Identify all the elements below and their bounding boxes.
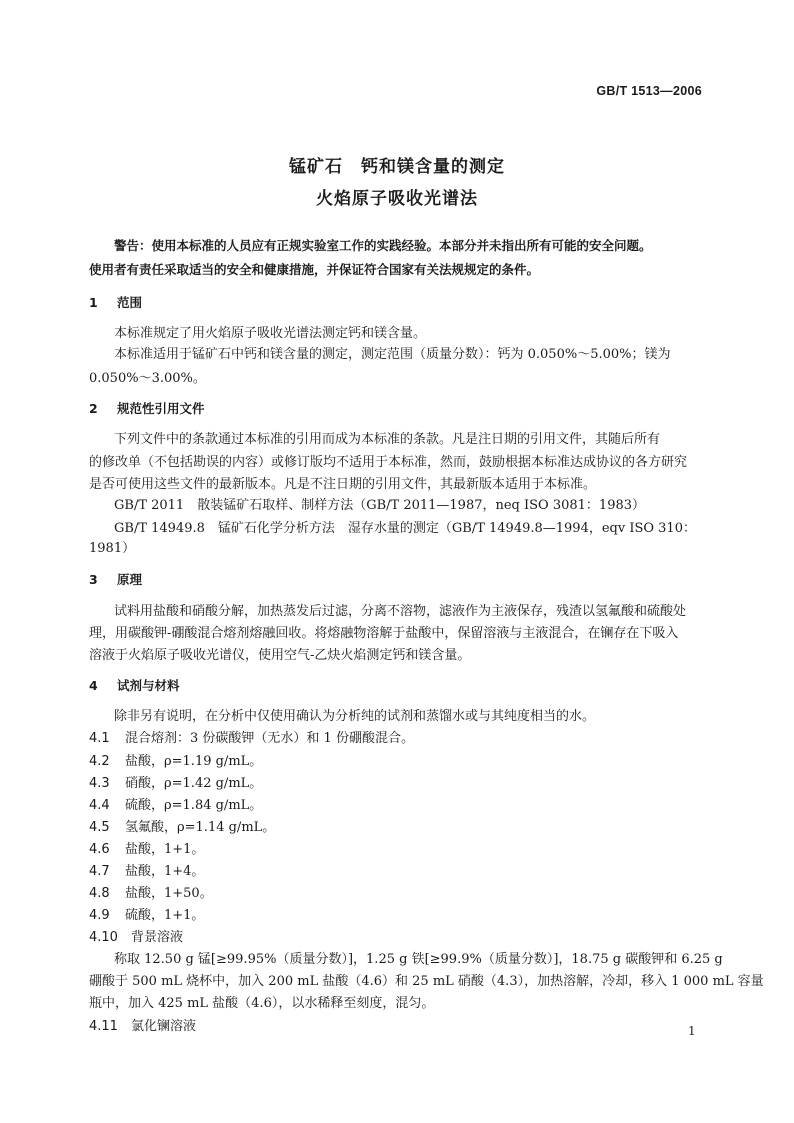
item-text: 盐酸，1+1。 xyxy=(125,842,205,857)
warning-line-1: 警告：使用本标准的人员应有正规实验室工作的实践经验。本部分并未指出所有可能的安全问题。 xyxy=(114,238,652,253)
section-number: 2 xyxy=(89,401,98,416)
item-number: 4.4 xyxy=(89,798,110,813)
list-item xyxy=(89,863,204,880)
section-title: 原理 xyxy=(117,572,143,587)
item-number: 4.9 xyxy=(89,908,110,923)
section-2-line: 的修改单（不包括勘误的内容）或修订版均不适用于本标准，然而，鼓励根据本标准达成协议的各方研究 xyxy=(89,455,688,470)
page-number: 1 xyxy=(688,1024,696,1038)
item-number: 4.5 xyxy=(89,820,110,835)
item-text: 硝酸，ρ=1.42 g/mL。 xyxy=(125,776,263,791)
list-item xyxy=(89,885,213,902)
item-text: 盐酸，ρ=1.19 g/mL。 xyxy=(125,754,263,769)
item-number: 4.10 xyxy=(89,930,118,945)
section-heading-3 xyxy=(89,571,142,588)
item-text: 盐酸，1+4。 xyxy=(125,864,205,879)
section-3-line: 理，用碳酸钾-硼酸混合熔剂熔融回收。将熔融物溶解于盐酸中，保留溶液与主液混合，在镧存在下吸入 xyxy=(89,626,679,641)
item-text: 背景溶液 xyxy=(131,930,184,945)
section-3-line: 溶液于火焰原子吸收光谱仪，使用空气-乙炔火焰测定钙和镁含量。 xyxy=(89,648,471,663)
list-item xyxy=(89,797,262,814)
item-text: 氢氟酸，ρ=1.14 g/mL。 xyxy=(125,820,276,835)
section-2-line: 是否可使用这些文件的最新版本。凡是不注日期的引用文件，其最新版本适用于本标准。 xyxy=(89,477,597,492)
paragraph-4-10-line: 称取 12.50 g 锰[≥99.95%（质量分数）]，1.25 g 铁[≥99.9%（质量分数）]，18.75 g 碳酸钾和 6.25 g xyxy=(114,952,723,967)
item-number: 4.7 xyxy=(89,864,110,879)
list-item xyxy=(89,775,262,792)
section-title: 试剂与材料 xyxy=(117,678,180,693)
list-item xyxy=(89,1018,196,1035)
list-item xyxy=(89,819,275,836)
list-item xyxy=(89,907,204,924)
section-number: 4 xyxy=(89,678,98,693)
reference-2-cont: 1981） xyxy=(89,541,136,556)
reference-2: GB/T 14949.8 锰矿石化学分析方法 湿存水量的测定（GB/T 14949.8—1994，eqv ISO 310： xyxy=(114,521,696,536)
item-number: 4.6 xyxy=(89,842,110,857)
section-heading-4 xyxy=(89,677,180,694)
item-number: 4.1 xyxy=(89,731,110,746)
standard-code: GB/T 1513—2006 xyxy=(596,84,702,98)
item-number: 4.11 xyxy=(89,1019,118,1034)
item-number: 4.2 xyxy=(89,754,110,769)
list-item xyxy=(89,929,183,946)
section-number: 1 xyxy=(89,295,98,310)
list-item xyxy=(89,753,262,770)
item-text: 氯化镧溶液 xyxy=(131,1019,197,1034)
section-title: 范围 xyxy=(117,295,143,310)
title-line-2: 火焰原子吸收光谱法 xyxy=(316,189,478,209)
section-4-intro: 除非另有说明，在分析中仅使用确认为分析纯的试剂和蒸馏水或与其纯度相当的水。 xyxy=(114,709,596,724)
item-number: 4.8 xyxy=(89,886,110,901)
section-heading-2 xyxy=(89,400,205,417)
paragraph-4-10-line: 瓶中，加入 425 mL 盐酸（4.6），以水稀释至刻度，混匀。 xyxy=(89,996,435,1011)
warning-line-2: 使用者有责任采取适当的安全和健康措施，并保证符合国家有关法规规定的条件。 xyxy=(89,262,540,277)
section-title: 规范性引用文件 xyxy=(117,401,205,416)
paragraph-4-10-line: 硼酸于 500 mL 烧杯中，加入 200 mL 盐酸（4.6）和 25 mL 硝酸（4.3），加热溶解，冷却，移入 1 000 mL 容量 xyxy=(89,974,764,989)
list-item xyxy=(89,730,414,747)
section-1-line: 本标准规定了用火焰原子吸收光谱法测定钙和镁含量。 xyxy=(114,326,427,341)
section-number: 3 xyxy=(89,572,98,587)
reference-1: GB/T 2011 散装锰矿石取样、制样方法（GB/T 2011—1987，neq ISO 3081：1983） xyxy=(114,498,646,513)
title-line-1: 锰矿石 钙和镁含量的测定 xyxy=(289,157,505,177)
item-text: 混合熔剂：3 份碳酸钾（无水）和 1 份硼酸混合。 xyxy=(125,731,414,746)
section-1-line: 0.050%～3.00%。 xyxy=(89,371,206,386)
section-1-line: 本标准适用于锰矿石中钙和镁含量的测定，测定范围（质量分数）：钙为 0.050%～5.00%；镁为 xyxy=(114,347,671,362)
section-heading-1 xyxy=(89,294,142,311)
item-text: 盐酸，1+50。 xyxy=(125,886,213,901)
item-number: 4.3 xyxy=(89,776,110,791)
list-item xyxy=(89,841,204,858)
item-text: 硫酸，ρ=1.84 g/mL。 xyxy=(125,798,263,813)
section-2-line: 下列文件中的条款通过本标准的引用而成为本标准的条款。凡是注日期的引用文件，其随后所有 xyxy=(114,432,661,447)
section-3-line: 试料用盐酸和硝酸分解，加热蒸发后过滤，分离不溶物，滤液作为主液保存，残渣以氢氟酸和硫酸处 xyxy=(114,604,687,619)
item-text: 硫酸，1+1。 xyxy=(125,908,205,923)
